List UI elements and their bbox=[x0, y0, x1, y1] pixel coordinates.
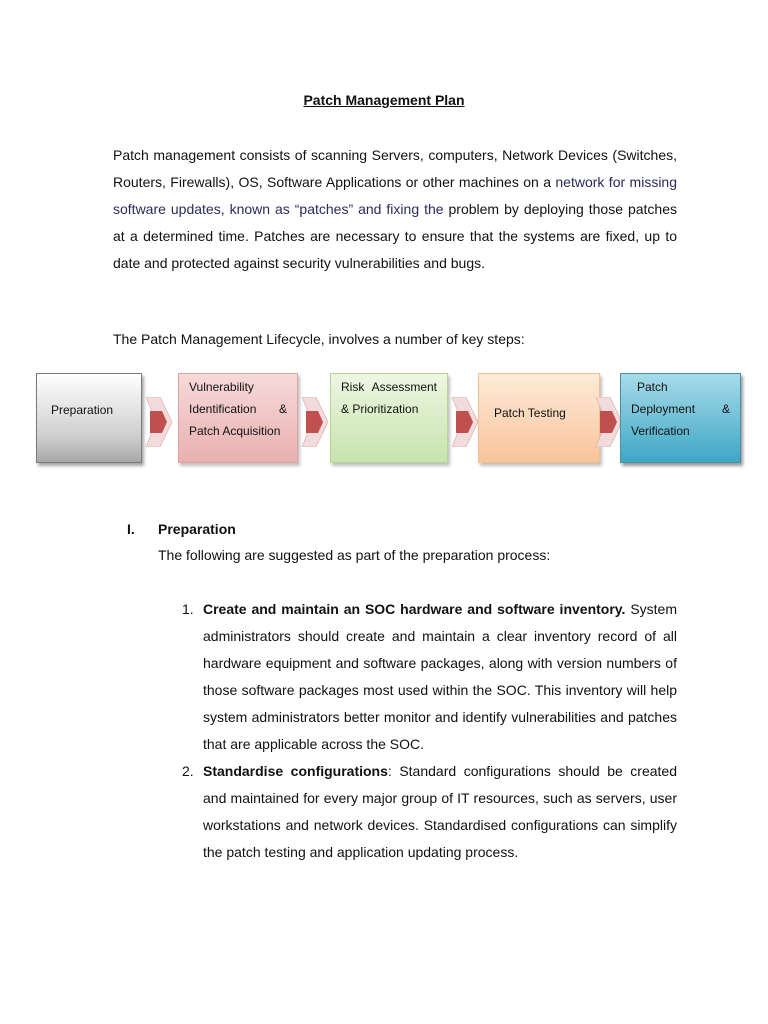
intro-text-2: network for missing software updates, known as “patches” and fixing the bbox=[113, 174, 677, 217]
chevron-arrow-icon bbox=[146, 397, 172, 447]
list-item-number: 2. bbox=[182, 763, 194, 779]
intro-text-3: problem by deploying those patches at a determined time. Patches are necessary to ensure that the systems are fixed, up to date and protected against security vulnerabilities and bugs. bbox=[113, 201, 677, 271]
step-3-line-1: Risk Assessment bbox=[341, 380, 437, 394]
chevron-arrow-icon bbox=[302, 397, 328, 447]
step-vulnerability-identification bbox=[178, 373, 298, 463]
lifecycle-intro: The Patch Management Lifecycle, involves a number of key steps: bbox=[113, 331, 525, 347]
section-heading bbox=[127, 521, 236, 537]
list-item-number: 1. bbox=[182, 601, 194, 617]
list-item bbox=[182, 596, 677, 758]
list-item-text: System administrators should create and maintain a clear inventory record of all hardware equipment and software packages, along with version numbers of those software packages most used within the SOC. This inventory will help system administrators better monitor and identify vulnerabilities and patches that are applicable across the SOC. bbox=[203, 601, 677, 752]
step-5-line-3: Verification bbox=[631, 424, 690, 438]
document-title: Patch Management Plan bbox=[303, 92, 465, 108]
list-item-bold: Standardise configurations bbox=[203, 763, 388, 779]
step-patch-deployment bbox=[620, 373, 741, 463]
section-title: Preparation bbox=[158, 521, 236, 537]
step-preparation bbox=[36, 373, 142, 463]
step-5-line-2: Deployment & bbox=[631, 402, 730, 416]
list-item-bold: Create and maintain an SOC hardware and software inventory. bbox=[203, 601, 626, 617]
step-2-line-2: Identification & bbox=[189, 402, 287, 416]
list-item bbox=[182, 758, 677, 866]
step-patch-testing bbox=[478, 373, 600, 463]
step-risk-assessment bbox=[330, 373, 448, 463]
list-item-text: : Standard configurations should be created and maintained for every major group of IT resources, such as servers, user workstations and network devices. Standardised configurations can simplify the patch testing and application updating process. bbox=[203, 763, 677, 860]
lifecycle-diagram bbox=[0, 371, 768, 471]
step-3-line-2: & Prioritization bbox=[341, 402, 419, 416]
step-2-line-1: Vulnerability bbox=[189, 380, 254, 394]
step-preparation-label: Preparation bbox=[51, 403, 114, 417]
chevron-arrow-icon bbox=[596, 397, 622, 447]
section-subtitle: The following are suggested as part of the preparation process: bbox=[158, 547, 551, 563]
intro-paragraph bbox=[113, 142, 677, 277]
section-number: I. bbox=[127, 521, 135, 537]
preparation-list bbox=[182, 596, 677, 866]
chevron-arrow-icon bbox=[452, 397, 478, 447]
step-2-line-3: Patch Acquisition bbox=[189, 424, 281, 438]
step-5-line-1: Patch bbox=[637, 380, 668, 394]
intro-text-1: Patch management consists of scanning Servers, computers, Network Devices (Switches, Routers, Firewalls), OS, Software Applications or other machines on a bbox=[113, 147, 677, 190]
step-4-label: Patch Testing bbox=[494, 406, 566, 420]
